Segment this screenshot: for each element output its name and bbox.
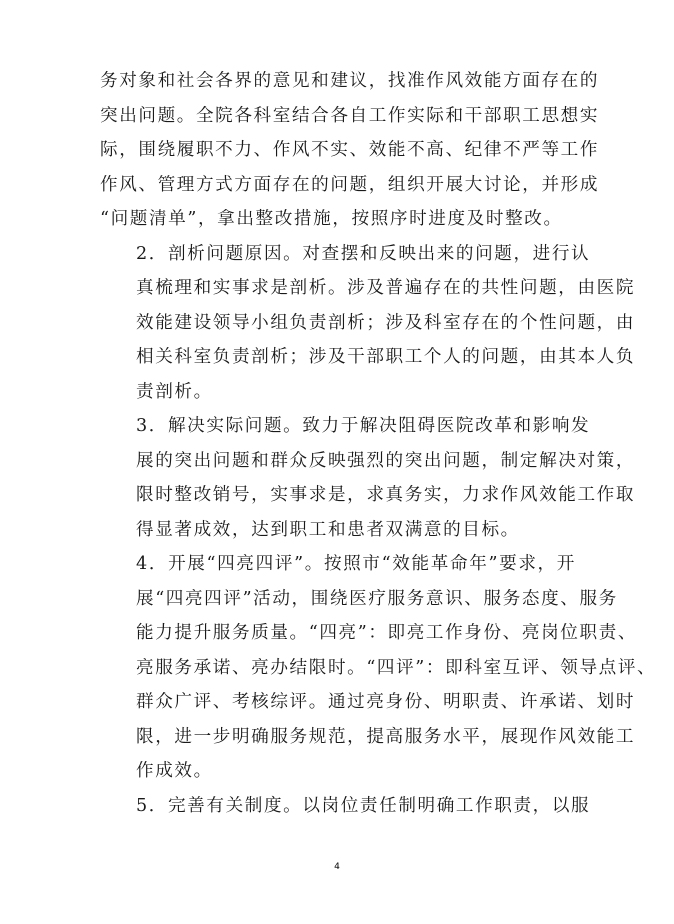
text-line: 相关科室负责剖析；涉及干部职工个人的问题，由其本人负	[136, 347, 636, 367]
text-line: 务对象和社会各界的意见和建议，找准作风效能方面存在的	[100, 71, 600, 91]
paragraph-analyze-causes	[100, 237, 636, 410]
text-line: 限时整改销号，实事求是，求真务实，力求作风效能工作取	[136, 485, 636, 505]
text-line: 效能建设领导小组负责剖析；涉及科室存在的个性问题，由	[136, 312, 636, 333]
paragraph-solve-problems	[100, 409, 636, 547]
text-line: 2．剖析问题原因。对查摆和反映出来的问题，进行认	[136, 243, 591, 264]
document-body	[100, 64, 657, 823]
text-line: 群众广评、考核综评。通过亮身份、明职责、许承诺、划时	[136, 692, 636, 712]
text-line: 5．完善有关制度。以岗位责任制明确工作职责，以服	[136, 795, 591, 816]
text-line: 真梳理和实事求是剖析。涉及普遍存在的共性问题，由医院	[136, 278, 636, 298]
page-number: 4	[334, 862, 340, 872]
text-line: 际，围绕履职不力、作风不实、效能不高、纪律不严等工作	[100, 140, 600, 160]
text-line: 亮服务承诺、亮办结限时。“四评”：即科室互评、领导点评、	[136, 657, 657, 678]
text-line: 限，进一步明确服务规范，提高服务水平，展现作风效能工	[136, 726, 636, 747]
text-line: 3．解决实际问题。致力于解决阻碍医院改革和影响发	[136, 416, 591, 436]
text-line: 展“四亮四评”活动，围绕医疗服务意识、服务态度、服务	[136, 588, 618, 609]
text-line: 得显著成效，达到职工和患者双满意的目标。	[136, 519, 520, 540]
paragraph-four-shows-four-reviews	[100, 547, 657, 789]
paragraph-improve-systems	[100, 789, 591, 824]
text-line: 突出问题。全院各科室结合各自工作实际和干部职工思想实	[100, 105, 600, 126]
text-line: 4．开展“四亮四评”。按照市“效能革命年”要求，开	[136, 554, 576, 574]
text-line: 作成效。	[136, 761, 213, 781]
text-line: “问题清单”，拿出整改措施，按照序时进度及时整改。	[100, 209, 563, 229]
text-line: 能力提升服务质量。“四亮”：即亮工作身份、亮岗位职责、	[136, 623, 638, 643]
text-line: 展的突出问题和群众反映强烈的突出问题，制定解决对策，	[136, 450, 636, 471]
paragraph-continuation	[100, 64, 600, 237]
text-line: 作风、管理方式方面存在的问题，组织开展大讨论，并形成	[100, 174, 600, 195]
text-line: 责剖析。	[136, 381, 213, 402]
